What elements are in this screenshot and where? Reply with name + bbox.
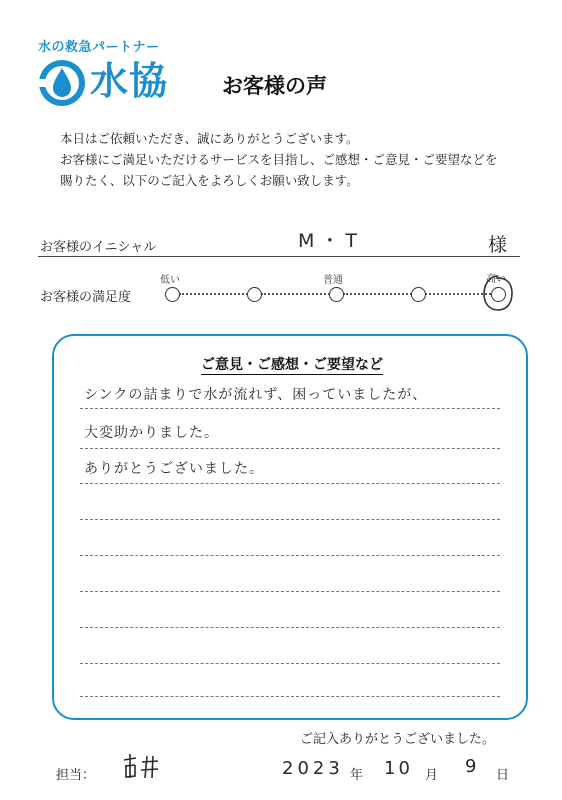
day-unit: 日 [496, 768, 510, 783]
date-year: 2023 [282, 758, 344, 779]
scale-connector [343, 293, 415, 295]
intro-line: お客様にご満足いただけるサービスを目指し、ご感想・ご意見・ご要望などを [60, 152, 498, 167]
selected-mark-circle-icon [481, 273, 515, 313]
staff-signature [120, 750, 162, 782]
satisfaction-label: お客様の満足度 [40, 290, 132, 305]
satisfaction-high-label: 高い [486, 274, 506, 285]
feedback-box [52, 334, 528, 720]
initials-label: お客様のイニシャル [40, 240, 157, 255]
writing-rule [80, 663, 500, 664]
writing-rule [80, 483, 500, 484]
writing-rule [80, 696, 500, 697]
year-unit: 年 [350, 768, 364, 783]
date-month: 10 [384, 758, 413, 779]
feedback-line: シンクの詰まりで水が流れず、困っていましたが、 [84, 387, 428, 403]
satisfaction-low-label: 低い [160, 275, 180, 286]
thanks-message: ご記入ありがとうございました。 [300, 732, 496, 747]
date-day: 9 [465, 756, 477, 777]
feedback-title-text: ご意見・ご感想・ご要望など [201, 357, 383, 373]
scale-connector [261, 293, 333, 295]
initials-value: M・T [298, 230, 363, 252]
water-drop-logo-icon [36, 58, 88, 108]
brand-logo-text: 水協 [90, 59, 169, 103]
form-title: お客様の声 [222, 74, 327, 98]
honorific: 様 [488, 234, 508, 256]
satisfaction-option-1[interactable] [165, 287, 180, 302]
feedback-line: 大変助かりました。 [84, 425, 219, 441]
feedback-title [54, 354, 530, 374]
writing-rule [80, 519, 500, 520]
scale-connector [179, 293, 251, 295]
staff-label: 担当： [56, 768, 96, 783]
writing-rule [80, 555, 500, 556]
intro-text [60, 128, 498, 191]
satisfaction-option-2[interactable] [247, 287, 262, 302]
feedback-line: ありがとうございました。 [84, 461, 264, 477]
intro-line: 賜りたく、以下のご記入をよろしくお願い致します。 [60, 173, 359, 188]
intro-line: 本日はご依頼いただき、誠にありがとうございます。 [60, 131, 359, 146]
initials-underline [38, 256, 520, 257]
satisfaction-mid-label: 普通 [323, 275, 343, 286]
brand-tagline: 水の救急パートナー [38, 40, 160, 55]
writing-rule [80, 448, 500, 449]
satisfaction-option-3[interactable] [329, 287, 344, 302]
satisfaction-option-4[interactable] [411, 287, 426, 302]
writing-rule [80, 408, 500, 409]
month-unit: 月 [425, 768, 439, 783]
writing-rule [80, 591, 500, 592]
writing-rule [80, 627, 500, 628]
